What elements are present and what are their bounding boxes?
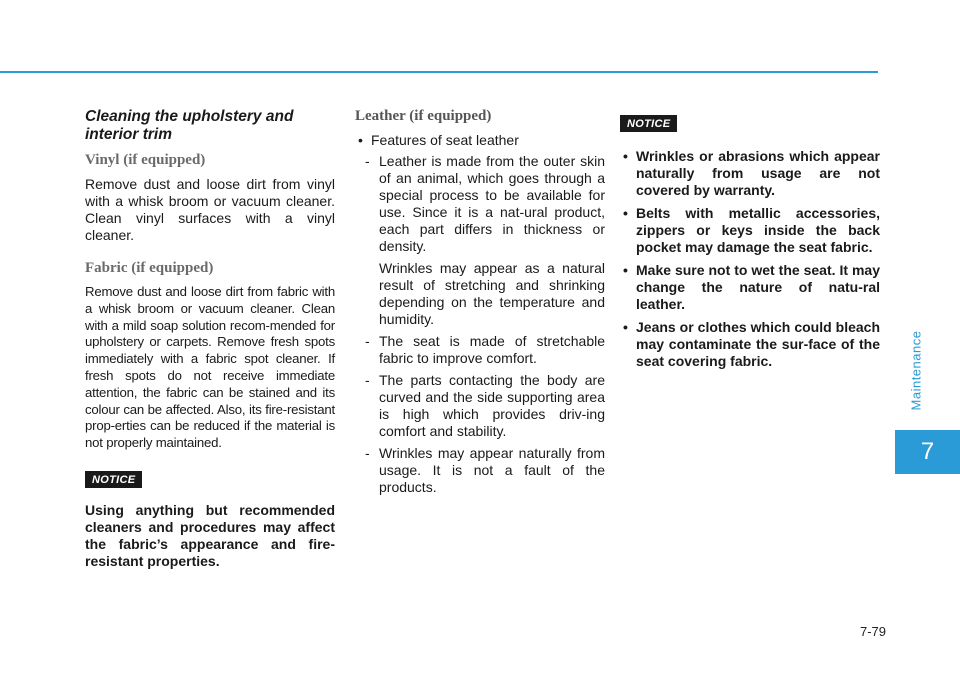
list-item (355, 372, 605, 440)
list-item-text: Wrinkles or abrasions which appear naturally from usage are not covered by warranty. (636, 148, 880, 198)
column-leather (355, 108, 605, 496)
list-item (620, 319, 880, 370)
leather-title: Leather (if equipped) (355, 108, 492, 124)
list-item (355, 445, 605, 496)
list-item (620, 262, 880, 313)
page-number: 7-79 (859, 624, 886, 639)
list-item (355, 260, 605, 328)
leather-bullet-text: Features of seat leather (371, 132, 519, 148)
dash-marker: - (365, 372, 370, 388)
upholstery-heading-line2: interior trim (85, 126, 172, 143)
list-item-text: Jeans or clothes which could bleach may contaminate the sur-face of the seat covering fabric. (636, 319, 880, 369)
vinyl-body: Remove dust and loose dirt from vinyl with a whisk broom or vacuum cleaner. Clean vinyl surfaces with a vinyl cleaner. (85, 176, 335, 243)
column-notice (620, 114, 880, 370)
leather-list (355, 153, 605, 496)
section-label-text: Maintenance (908, 330, 924, 410)
leather-bullet (355, 132, 605, 149)
notice-list (620, 148, 880, 370)
list-item (355, 153, 605, 255)
bullet-dot-icon: • (623, 205, 628, 221)
notice-text: Using anything but recommended cleaners and procedures may affect the fabric’s appearance and fire-resistant properties. (85, 501, 335, 569)
list-item-text: Leather is made from the outer skin of an animal, which goes through a special process to be available for use. Since it is a nat-ural product, each part differs in thickness or density. (379, 153, 605, 254)
list-item-text: Make sure not to wet the seat. It may change the nature of natu-ral leather. (636, 262, 880, 312)
notice-badge: NOTICE (620, 115, 677, 132)
notice-badge-wrap (85, 470, 335, 488)
vinyl-title: Vinyl (if equipped) (85, 152, 206, 168)
section-side-label (903, 300, 929, 440)
bullet-dot-icon: • (358, 132, 363, 148)
upholstery-heading (85, 108, 335, 144)
list-item (355, 333, 605, 367)
dash-marker: - (365, 153, 370, 169)
bullet-dot-icon: • (623, 148, 628, 164)
chapter-tab: 7 (895, 430, 960, 474)
bullet-dot-icon: • (623, 262, 628, 278)
list-item-text: Wrinkles may appear naturally from usage. It is not a fault of the products. (379, 445, 605, 495)
dash-marker: - (365, 333, 370, 349)
dash-marker: - (365, 445, 370, 461)
fabric-title: Fabric (if equipped) (85, 260, 214, 276)
list-item (620, 205, 880, 256)
list-item-text: Wrinkles may appear as a natural result of stretching and shrinking depending on the temperature and humidity. (379, 260, 605, 327)
list-item-text: The seat is made of stretchable fabric to improve comfort. (379, 333, 605, 366)
column-upholstery (85, 108, 335, 570)
list-item-text: The parts contacting the body are curved and the side supporting area is high which provides driv-ing comfort and stability. (379, 372, 605, 439)
fabric-body: Remove dust and loose dirt from fabric with a whisk broom or vacuum cleaner. Clean with a mild soap solution recom-mended for upholstery or carpets. Remove fresh spots immediately with a fabric spot cleaner. If fresh spots do not receive immediate attention, the fabric can be stained and its colour can be affected. Also, its fire-resistant prop-erties can be reduced if the material is not properly maintained. (85, 284, 335, 451)
list-item (620, 148, 880, 199)
list-item-text: Belts with metallic accessories, zippers or keys inside the back pocket may damage the seat fabric. (636, 205, 880, 255)
notice-badge: NOTICE (85, 471, 142, 488)
header-rule (0, 71, 878, 73)
upholstery-heading-line1: Cleaning the upholstery and (85, 108, 294, 125)
bullet-dot-icon: • (623, 319, 628, 335)
